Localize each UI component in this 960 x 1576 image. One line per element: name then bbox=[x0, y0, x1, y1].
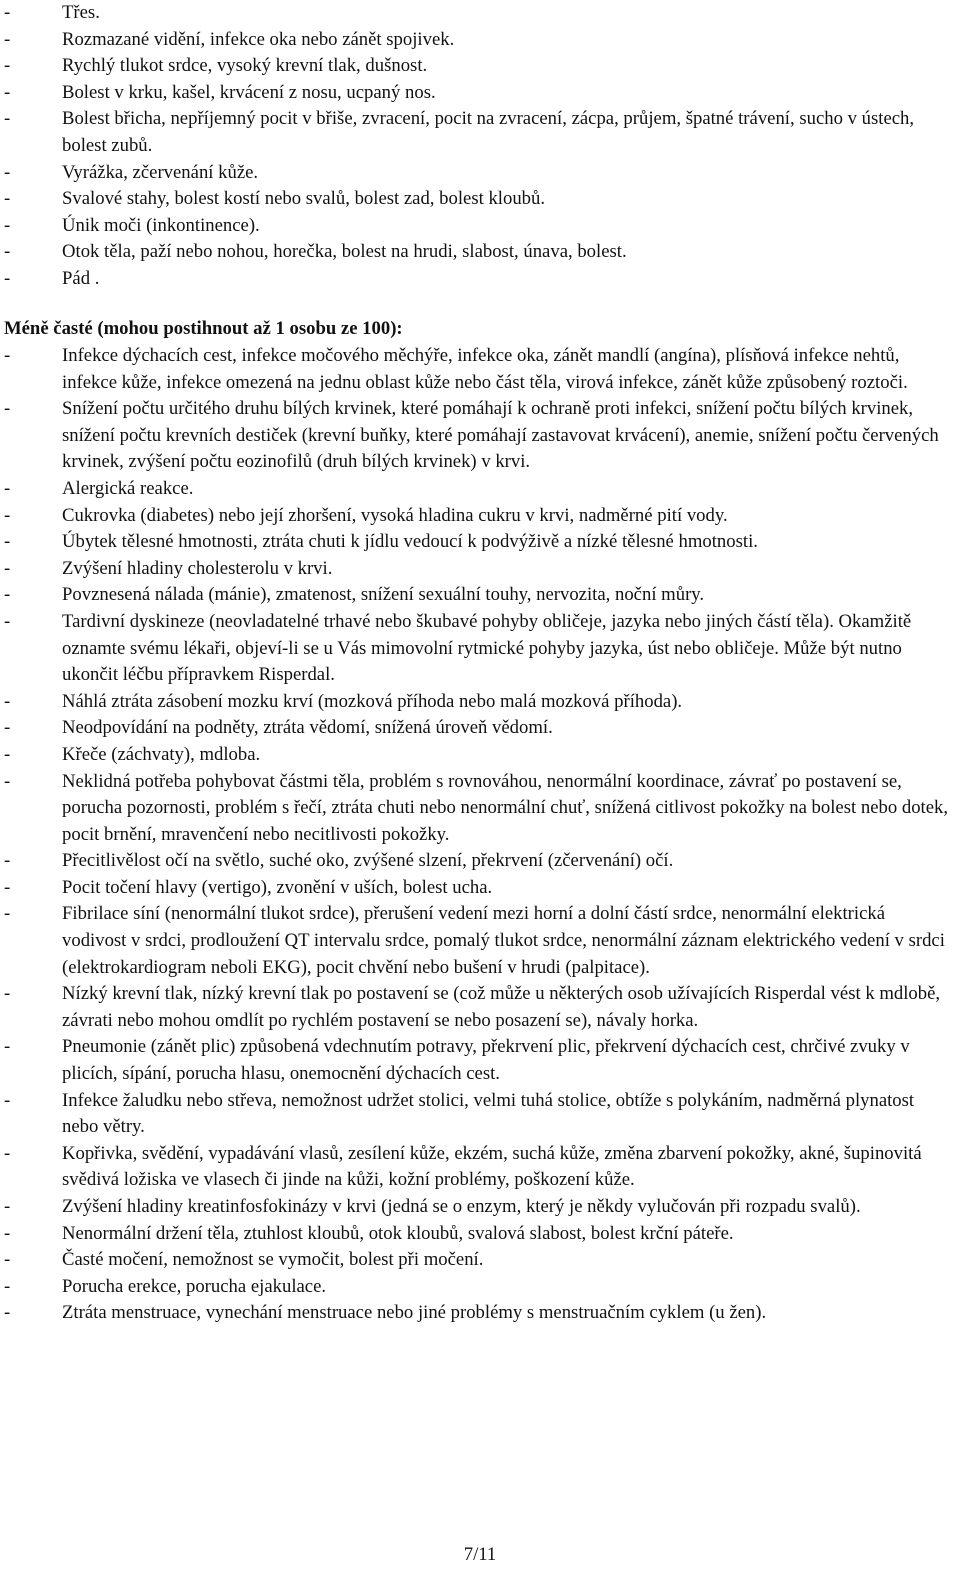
bullet-dash: - bbox=[4, 267, 11, 289]
bullet-dash: - bbox=[4, 1249, 11, 1271]
bullet-dash: - bbox=[4, 1275, 11, 1297]
bullet-dash: - bbox=[4, 241, 11, 263]
list-item-text: Náhlá ztráta zásobení mozku krví (mozková příhoda nebo malá mozková příhoda). bbox=[62, 690, 683, 712]
list-item-text: Ztráta menstruace, vynechání menstruace nebo jiné problémy s menstruačním cyklem (u žen). bbox=[62, 1302, 767, 1324]
list-item bbox=[4, 186, 954, 213]
list-item-text: Alergická reakce. bbox=[62, 477, 194, 499]
bullet-dash: - bbox=[4, 876, 11, 898]
list-item bbox=[4, 1274, 954, 1301]
bullet-dash: - bbox=[4, 161, 11, 183]
list-item bbox=[4, 769, 954, 849]
list-item bbox=[4, 901, 954, 981]
bullet-dash: - bbox=[4, 55, 11, 77]
list-item-text: Tardivní dyskineze (neovladatelné trhavé nebo škubavé pohyby obličeje, jazyka nebo jiných částí těla). Okamžitě oznamte svému lékaři, objeví-li se u Vás mimovolní rytmické pohyby jazyka, úst nebo obličeje. Může být nutno ukončit léčbu přípravkem Risperdal. bbox=[62, 610, 912, 686]
list-item-text: Svalové stahy, bolest kostí nebo svalů, bolest zad, bolest kloubů. bbox=[62, 188, 546, 210]
list-item-text: Infekce žaludku nebo střeva, nemožnost udržet stolici, velmi tuhá stolice, obtíže s polykáním, nadměrná plynatost nebo větry. bbox=[62, 1089, 915, 1138]
list-item bbox=[4, 529, 954, 556]
bullet-dash: - bbox=[4, 81, 11, 103]
list-item-text: Neklidná potřeba pohybovat částmi těla, problém s rovnováhou, nenormální koordinace, závrať po postavení se, porucha pozornosti, problém s řečí, ztráta chuti nebo nenormální chuť, snížená citlivost pokožky na bolest nebo dotek, pocit brnění, mravenčení nebo necitlivosti pokožky. bbox=[62, 770, 949, 845]
list-item bbox=[4, 1247, 954, 1274]
list-item-text: Zvýšení hladiny kreatinfosfokinázy v krvi (jedná se o enzym, který je někdy vylučován při rozpadu svalů). bbox=[62, 1196, 861, 1217]
list-item-text: Zvýšení hladiny cholesterolu v krvi. bbox=[62, 557, 333, 579]
list-item bbox=[4, 875, 954, 902]
list-item-text: Infekce dýchacích cest, infekce močového měchýře, infekce oka, zánět mandlí (angína), plísňová infekce nehtů, infekce kůže, infekce omezená na jednu oblast kůže nebo část těla, virová infekce, zánět kůže způsobený roztoči. bbox=[62, 345, 908, 393]
list-item bbox=[4, 160, 954, 187]
bullet-dash: - bbox=[4, 983, 11, 1005]
bullet-dash: - bbox=[4, 770, 11, 792]
list-item-text: Vyrážka, zčervenání kůže. bbox=[62, 161, 259, 183]
list-item bbox=[4, 396, 954, 476]
list-item bbox=[4, 981, 954, 1034]
list-item bbox=[4, 1088, 954, 1141]
bullet-dash: - bbox=[4, 188, 11, 210]
list-item bbox=[4, 689, 954, 716]
page-number: 7/11 bbox=[463, 1544, 497, 1565]
list-item-text: Nenormální držení těla, ztuhlost kloubů, otok kloubů, svalová slabost, bolest krční páteře. bbox=[62, 1222, 734, 1244]
bullet-dash: - bbox=[4, 584, 11, 606]
list-item-text: Snížení počtu určitého druhu bílých krvinek, které pomáhají k ochraně proti infekci, snížení počtu bílých krvinek, snížení počtu krevních destiček (krevní buňky, které pomáhají zastavovat krvácení), anemie, snížení počtu červených krvinek, zvýšení počtu eozinofilů (druh bílých krvinek) v krvi. bbox=[62, 398, 939, 473]
list-item-text: Únik moči (inkontinence). bbox=[62, 214, 260, 236]
bullet-dash: - bbox=[4, 850, 11, 872]
list-item bbox=[4, 1194, 954, 1221]
list-item-text: Neodpovídání na podněty, ztráta vědomí, snížená úroveň vědomí. bbox=[62, 717, 553, 739]
list-item bbox=[4, 1300, 954, 1327]
bullet-dash: - bbox=[4, 531, 11, 553]
list-item-text: Bolest v krku, kašel, krvácení z nosu, ucpaný nos. bbox=[62, 81, 436, 103]
list-item bbox=[4, 266, 954, 293]
bullet-dash: - bbox=[4, 345, 11, 366]
list-item bbox=[4, 503, 954, 530]
list-item bbox=[4, 1034, 954, 1087]
side-effects-list-common bbox=[4, 0, 954, 293]
list-item-text: Rychlý tlukot srdce, vysoký krevní tlak, dušnost. bbox=[62, 55, 428, 77]
list-item bbox=[4, 848, 954, 875]
side-effects-list-uncommon bbox=[4, 343, 954, 1327]
list-item-text: Otok těla, paží nebo nohou, horečka, bolest na hrudi, slabost, únava, bolest. bbox=[62, 241, 627, 263]
list-item-text: Rozmazané vidění, infekce oka nebo zánět spojivek. bbox=[62, 28, 455, 50]
bullet-dash: - bbox=[4, 214, 11, 236]
list-item-text: Nízký krevní tlak, nízký krevní tlak po postavení se (což může u některých osob užívajících Risperdal vést k mdlobě, závrati nebo mohou omdlít po rychlém postavení se nebo posazení se), návaly horka. bbox=[62, 983, 941, 1031]
list-item bbox=[4, 742, 954, 769]
list-item bbox=[4, 556, 954, 583]
list-item-text: Cukrovka (diabetes) nebo její zhoršení, vysoká hladina cukru v krvi, nadměrné pití vody. bbox=[62, 504, 728, 526]
bullet-dash: - bbox=[4, 1302, 11, 1324]
list-item-text: Pocit točení hlavy (vertigo), zvonění v uších, bolest ucha. bbox=[62, 876, 493, 898]
list-item-text: Povznesená nálada (mánie), zmatenost, snížení sexuální touhy, nervozita, noční můry. bbox=[62, 584, 705, 606]
section-heading: Méně časté (mohou postihnout až 1 osobu ze 100): bbox=[4, 318, 403, 339]
list-item bbox=[4, 609, 954, 689]
list-item-text: Porucha erekce, porucha ejakulace. bbox=[62, 1275, 327, 1297]
list-item-text: Pád . bbox=[62, 267, 100, 289]
bullet-dash: - bbox=[4, 1196, 11, 1217]
bullet-dash: - bbox=[4, 2, 11, 23]
list-item bbox=[4, 343, 954, 396]
bullet-dash: - bbox=[4, 610, 11, 632]
list-item bbox=[4, 0, 954, 27]
list-item-text: Fibrilace síní (nenormální tlukot srdce), přerušení vedení mezi horní a dolní částí srdce, nenormální elektrická vodivost v srdci, prodloužení QT intervalu srdce, pomalý tlukot srdce, nenormální záznam elektrického vedení v srdci (elektrokardiogram neboli EKG), pocit chvění nebo bušení v hrudi (palpitace). bbox=[62, 903, 945, 978]
bullet-dash: - bbox=[4, 1036, 11, 1058]
list-item bbox=[4, 1141, 954, 1194]
list-item bbox=[4, 1221, 954, 1248]
list-item bbox=[4, 715, 954, 742]
list-item bbox=[4, 476, 954, 503]
bullet-dash: - bbox=[4, 1222, 11, 1244]
list-item-text: Úbytek tělesné hmotnosti, ztráta chuti k jídlu vedoucí k podvýživě a nízké tělesné hmotnosti. bbox=[62, 531, 758, 553]
list-item bbox=[4, 239, 954, 266]
bullet-dash: - bbox=[4, 398, 11, 420]
list-item-text: Časté močení, nemožnost se vymočit, bolest při močení. bbox=[62, 1249, 484, 1271]
bullet-dash: - bbox=[4, 690, 11, 712]
list-item-text: Přecitlivělost očí na světlo, suché oko, zvýšené slzení, překrvení (zčervenání) očí. bbox=[62, 850, 674, 872]
bullet-dash: - bbox=[4, 1089, 11, 1111]
bullet-dash: - bbox=[4, 717, 11, 739]
list-item bbox=[4, 27, 954, 54]
bullet-dash: - bbox=[4, 903, 11, 925]
bullet-dash: - bbox=[4, 743, 11, 765]
list-item-text: Třes. bbox=[62, 2, 100, 23]
list-item bbox=[4, 80, 954, 107]
bullet-dash: - bbox=[4, 1142, 11, 1164]
bullet-dash: - bbox=[4, 504, 11, 526]
list-item-text: Pneumonie (zánět plic) způsobená vdechnutím potravy, překrvení plic, překrvení dýchacích cest, chrčivé zvuky v plicích, sípání, porucha hlasu, onemocnění dýchacích cest. bbox=[62, 1036, 910, 1085]
list-item bbox=[4, 582, 954, 609]
list-item-text: Bolest břicha, nepříjemný pocit v břiše, zvracení, pocit na zvracení, zácpa, průjem, špatné trávení, sucho v ústech, bolest zubů. bbox=[62, 108, 915, 156]
bullet-dash: - bbox=[4, 477, 11, 499]
bullet-dash: - bbox=[4, 108, 11, 130]
list-item bbox=[4, 53, 954, 80]
list-item-text: Křeče (záchvaty), mdloba. bbox=[62, 743, 261, 765]
bullet-dash: - bbox=[4, 557, 11, 579]
bullet-dash: - bbox=[4, 28, 11, 50]
list-item bbox=[4, 213, 954, 240]
list-item-text: Kopřivka, svědění, vypadávání vlasů, zesílení kůže, ekzém, suchá kůže, změna zbarvení pokožky, akné, šupinovitá svědivá ložiska ve vlasech či jinde na kůži, kožní problémy, poškození kůže. bbox=[62, 1142, 922, 1191]
list-item bbox=[4, 106, 954, 159]
